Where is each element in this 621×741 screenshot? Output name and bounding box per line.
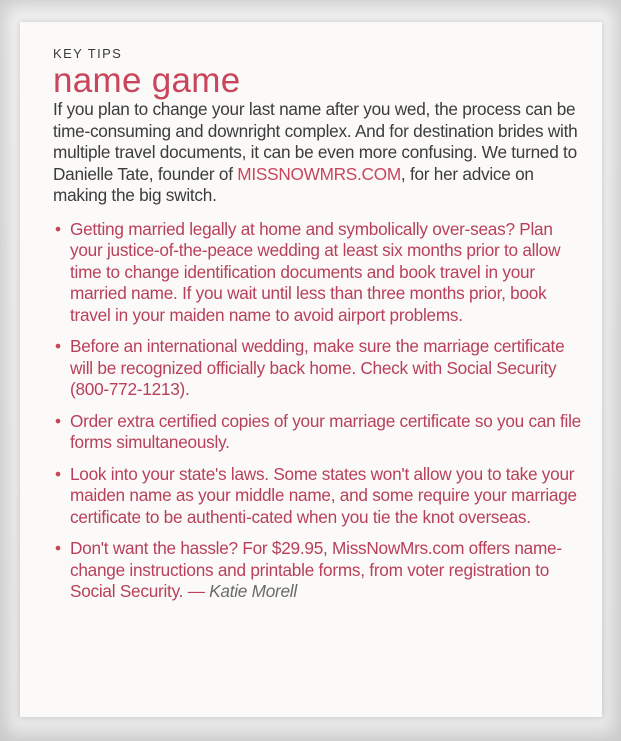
tip-text: Order extra certified copies of your marriage certificate so you can file forms simultaneously.	[70, 410, 581, 452]
tip-text: Look into your state's laws. Some states won't allow you to take your maiden name as your middle name, and some require your marriage certificate to be authenti-cated when you tie the knot overseas.	[70, 463, 577, 527]
article-headline: name game	[53, 61, 241, 100]
tip-item	[53, 411, 583, 454]
tip-text: Don't want the hassle? For $29.95, MissNowMrs.com offers name-change instructions and printable forms, from voter registration to Social Security. —	[70, 538, 562, 601]
section-kicker: KEY TIPS	[53, 46, 123, 61]
tip-text: Getting married legally at home and symbolically over-seas? Plan your justice-of-the-peace wedding at least six months prior to allow time to change identification documents and book travel in your married name. If you wait until less than three months prior, book travel in your maiden name to avoid airport problems.	[70, 218, 561, 325]
author-byline: Katie Morell	[209, 581, 297, 601]
intro-text-end: , for her advice on making the big switch.	[53, 163, 534, 205]
tip-item	[53, 464, 583, 529]
tip-item	[53, 336, 583, 401]
article-intro	[53, 99, 583, 207]
brand-name: MISSNOWMRS.COM	[237, 163, 401, 184]
bullet-icon: •	[55, 538, 61, 558]
tip-item	[53, 538, 583, 603]
bullet-icon: •	[55, 218, 61, 239]
bullet-icon: •	[55, 463, 61, 484]
bullet-icon: •	[55, 410, 61, 431]
tips-list	[53, 219, 583, 603]
tip-text: Before an international wedding, make sure the marriage certificate will be recognized officially back home. Check with Social Security (800-772-1213).	[70, 336, 565, 399]
bullet-icon: •	[55, 336, 61, 356]
intro-text-start: If you plan to change your last name after you wed, the process can be time-consuming and downright complex. And for destination brides with multiple travel documents, it can be even more confusing. We turned to Danielle Tate, founder of	[53, 99, 578, 184]
magazine-page	[20, 22, 602, 717]
tip-item	[53, 219, 583, 327]
article	[53, 46, 583, 613]
